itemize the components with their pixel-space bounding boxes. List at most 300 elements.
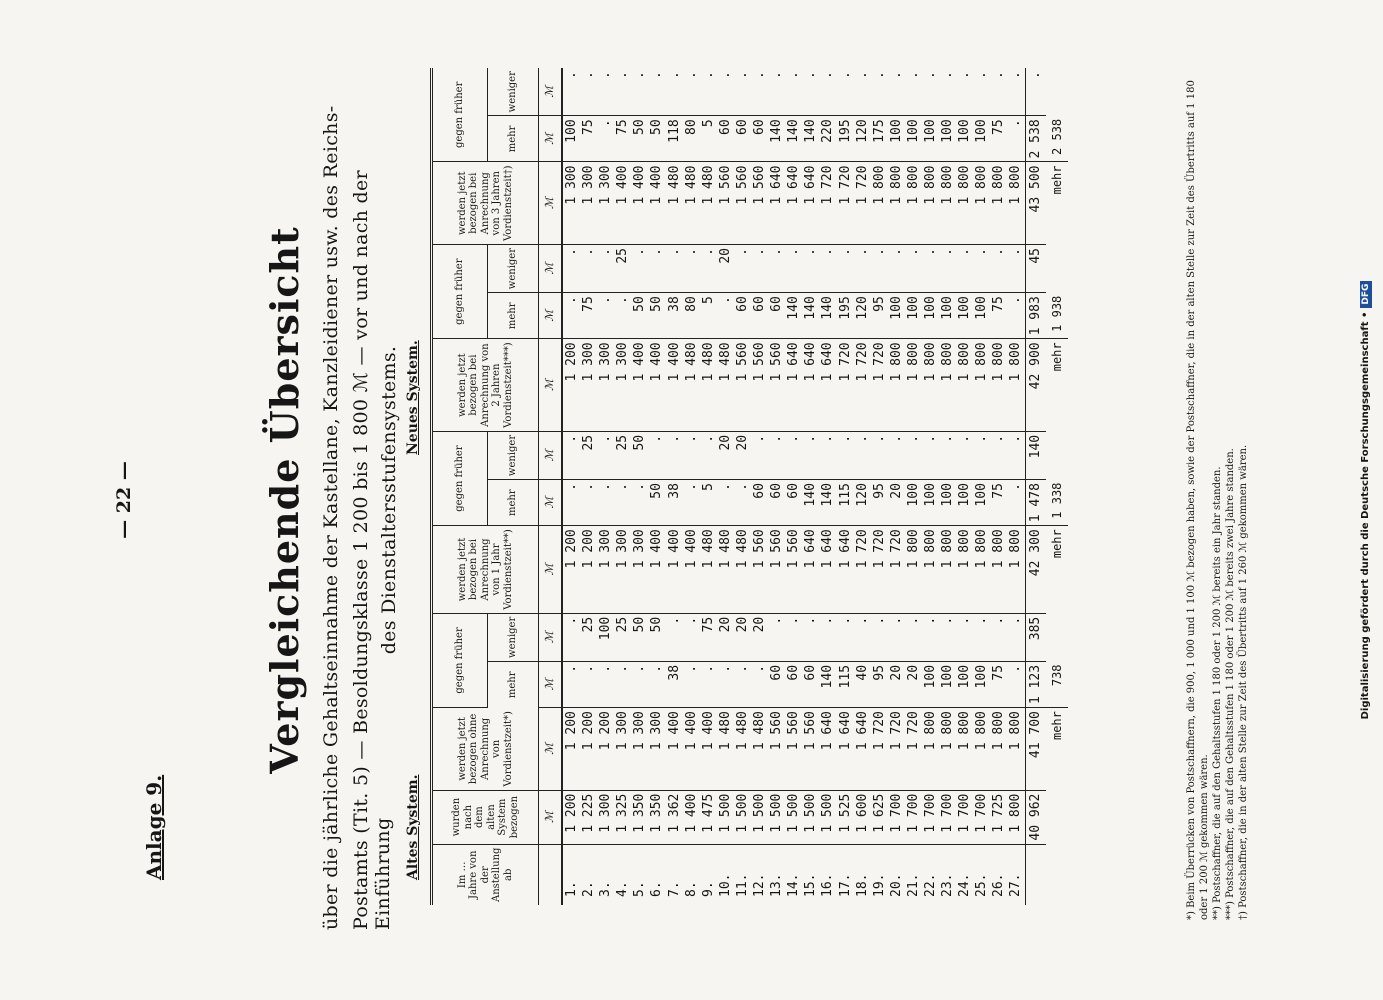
header-group2: werden jetzt bezogen bei Anrechnung von 2 Jahren Vordienstzeit***) (432, 339, 539, 432)
net-empty (1046, 790, 1068, 844)
unit-cell: ℳ (539, 708, 563, 791)
cell-g3-more: 120 (854, 116, 871, 162)
cell-g0-more: . (648, 661, 665, 707)
cell-year: 19. (871, 873, 887, 897)
cell-g3-pay: 1 720 (837, 162, 854, 245)
cell-g1-pay: 1 640 (802, 526, 819, 614)
cell-g1-pay: 1 300 (614, 526, 631, 614)
cell-g1-less: . (888, 431, 905, 479)
total-g2-less: 45 (1025, 245, 1046, 293)
unit-cell: ℳ (539, 661, 563, 707)
cell-g2-more: 100 (956, 293, 973, 339)
cell-g1-more: . (580, 480, 597, 526)
cell-year: 13. (769, 873, 785, 897)
cell-g1-pay: 1 300 (597, 526, 614, 614)
cell-g3-pay: 1 720 (854, 162, 871, 245)
totals-empty (1025, 844, 1046, 905)
cell-g0-pay: 1 200 (597, 708, 614, 791)
cell-year: 14. (786, 873, 802, 897)
header-g0-vs-before: gegen früher (432, 613, 488, 707)
cell-g3-pay: 1 800 (922, 162, 939, 245)
cell-g3-less: . (597, 68, 614, 116)
unit-cell: ℳ (539, 339, 563, 432)
cell-g1-more: 60 (751, 480, 768, 526)
cell-g3-more: 100 (562, 116, 580, 162)
cell-g2-more: 100 (888, 293, 905, 339)
cell-g1-less: . (837, 431, 854, 479)
cell-g1-more: 115 (837, 480, 854, 526)
cell-g0-more: . (614, 661, 631, 707)
cell-g3-less: . (802, 68, 819, 116)
cell-g3-less: . (888, 68, 905, 116)
cell-g0-less: 20 (734, 613, 751, 661)
cell-g2-more: 120 (854, 293, 871, 339)
cell-g3-pay: 1 640 (802, 162, 819, 245)
net-row (1046, 68, 1068, 905)
cell-year: 2. (581, 881, 597, 897)
cell-g1-pay: 1 560 (768, 526, 785, 614)
cell-g0-pay: 1 720 (905, 708, 922, 791)
cell-g0-more: 38 (666, 661, 683, 707)
cell-g2-pay: 1 480 (683, 339, 700, 432)
net-g3-value: 2 538 (1046, 116, 1068, 162)
net-empty (1046, 844, 1068, 905)
cell-g2-less: . (939, 245, 956, 293)
cell-g2-more: . (1007, 293, 1025, 339)
cell-g0-pay: 1 480 (734, 708, 751, 791)
cell-g1-more: 120 (854, 480, 871, 526)
cell-g2-less: . (802, 245, 819, 293)
header-less: weniger (487, 68, 538, 116)
cell-g1-less: . (905, 431, 922, 479)
cell-g3-less: . (768, 68, 785, 116)
cell-g2-less: . (597, 245, 614, 293)
cell-g3-pay: 1 300 (562, 162, 580, 245)
cell-g2-more: 100 (922, 293, 939, 339)
cell-g1-pay: 1 800 (990, 526, 1007, 614)
net-empty (1046, 68, 1068, 116)
cell-g1-more: 140 (819, 480, 836, 526)
cell-g0-less: . (666, 613, 683, 661)
cell-g0-pay: 1 560 (785, 708, 802, 791)
cell-g1-more: . (683, 480, 700, 526)
net-empty (1046, 431, 1068, 479)
cell-g3-pay: 1 480 (666, 162, 683, 245)
cell-g0-pay: 1 800 (922, 708, 939, 791)
cell-g0-less: 20 (751, 613, 768, 661)
cell-g3-more: 100 (888, 116, 905, 162)
cell-g3-more: 60 (717, 116, 734, 162)
cell-g2-less: . (700, 245, 717, 293)
cell-g3-less: . (562, 68, 580, 116)
unit-cell: ℳ (539, 162, 563, 245)
cell-year: 27. (1007, 844, 1025, 905)
cell-old-pay: 1 700 (905, 790, 922, 844)
cell-g2-more: 50 (648, 293, 665, 339)
cell-g3-pay: 1 400 (631, 162, 648, 245)
cell-g2-pay: 1 800 (956, 339, 973, 432)
cell-g3-less: . (854, 68, 871, 116)
cell-g1-more: 95 (871, 480, 888, 526)
cell-g2-pay: 1 800 (905, 339, 922, 432)
cell-g1-less: . (854, 431, 871, 479)
cell-g1-pay: 1 640 (837, 526, 854, 614)
cell-g0-more: 60 (768, 661, 785, 707)
cell-g3-pay: 1 480 (700, 162, 717, 245)
table-body (562, 68, 1025, 905)
cell-g1-pay: 1 800 (973, 526, 990, 614)
cell-g0-pay: 1 720 (871, 708, 888, 791)
cell-g0-pay: 1 300 (631, 708, 648, 791)
cell-old-pay: 1 200 (562, 790, 580, 844)
cell-g2-pay: 1 800 (939, 339, 956, 432)
cell-g0-less: 75 (700, 613, 717, 661)
cell-g3-less: . (1007, 68, 1025, 116)
table-row (939, 68, 956, 905)
cell-g3-more: 118 (666, 116, 683, 162)
cell-g3-more: 140 (768, 116, 785, 162)
cell-old-pay: 1 475 (700, 790, 717, 844)
cell-g0-pay: 1 400 (700, 708, 717, 791)
cell-g3-more: . (597, 116, 614, 162)
cell-g2-more: . (562, 293, 580, 339)
unit-cell: ℳ (539, 68, 563, 116)
cell-g0-pay: 1 300 (648, 708, 665, 791)
cell-g0-pay: 1 800 (990, 708, 1007, 791)
cell-g0-more: 100 (973, 661, 990, 707)
cell-g1-more: . (1007, 480, 1025, 526)
unit-cell: ℳ (539, 116, 563, 162)
cell-old-pay: 1 300 (597, 790, 614, 844)
cell-year: 20. (888, 873, 904, 897)
cell-g2-pay: 1 560 (751, 339, 768, 432)
cell-g2-less: . (631, 245, 648, 293)
cell-old-pay: 1 400 (683, 790, 700, 844)
cell-old-pay: 1 700 (973, 790, 990, 844)
cell-g1-pay: 1 400 (666, 526, 683, 614)
cell-g2-less: . (1007, 245, 1025, 293)
cell-g3-more: 100 (939, 116, 956, 162)
cell-g3-pay: 1 800 (956, 162, 973, 245)
net-g2-label: mehr (1049, 342, 1064, 372)
cell-g0-pay: 1 640 (854, 708, 871, 791)
table-row (597, 68, 614, 905)
cell-g1-less: 20 (717, 431, 734, 479)
cell-g1-more: 20 (888, 480, 905, 526)
header-more: mehr (487, 480, 538, 526)
cell-g1-more: 100 (939, 480, 956, 526)
cell-g3-pay: 1 800 (939, 162, 956, 245)
dfg-logo: DFG (1360, 281, 1372, 308)
cell-g3-pay: 1 640 (768, 162, 785, 245)
cell-g1-more: 38 (666, 480, 683, 526)
cell-g2-pay: 1 640 (819, 339, 836, 432)
unit-cell: ℳ (539, 431, 563, 479)
cell-g2-less: . (888, 245, 905, 293)
cell-g0-pay: 1 480 (717, 708, 734, 791)
cell-g1-more: . (631, 480, 648, 526)
cell-g3-more: 50 (648, 116, 665, 162)
cell-g0-more: 20 (905, 661, 922, 707)
unit-cell: ℳ (539, 790, 563, 844)
table-row (734, 68, 751, 905)
cell-g3-pay: 1 720 (819, 162, 836, 245)
cell-g1-less: 50 (631, 431, 648, 479)
cell-g3-less: . (717, 68, 734, 116)
cell-g2-more: 140 (819, 293, 836, 339)
credit-text: Digitalisierung gefördert durch die Deutsche Forschungsgemeinschaft • (1360, 311, 1371, 720)
header-less: weniger (487, 431, 538, 479)
cell-g0-more: . (751, 661, 768, 707)
cell-g2-less: . (854, 245, 871, 293)
cell-old-pay: 1 700 (888, 790, 905, 844)
header-g1-vs-before: gegen früher (432, 431, 488, 525)
cell-g1-pay: 1 400 (648, 526, 665, 614)
cell-g1-more: 100 (973, 480, 990, 526)
cell-g0-more: . (683, 661, 700, 707)
cell-g2-pay: 1 800 (973, 339, 990, 432)
cell-g1-more: 5 (700, 480, 717, 526)
cell-g1-less: . (922, 431, 939, 479)
cell-g3-more: 75 (580, 116, 597, 162)
cell-g0-less: . (802, 613, 819, 661)
cell-year: 26. (991, 873, 1007, 897)
cell-g1-more: 100 (956, 480, 973, 526)
cell-g2-less: 20 (717, 245, 734, 293)
cell-g1-more: 100 (905, 480, 922, 526)
cell-g0-pay: 1 640 (819, 708, 836, 791)
cell-g2-pay: 1 400 (648, 339, 665, 432)
cell-old-pay: 1 500 (802, 790, 819, 844)
cell-g1-pay: 1 800 (922, 526, 939, 614)
net-g2-value: 1 938 (1046, 293, 1068, 339)
cell-g3-less: . (700, 68, 717, 116)
cell-old-pay: 1 500 (734, 790, 751, 844)
cell-g2-less: . (785, 245, 802, 293)
cell-g2-pay: 1 300 (580, 339, 597, 432)
cell-g3-less: . (614, 68, 631, 116)
cell-g3-less: . (990, 68, 1007, 116)
cell-g3-less: . (785, 68, 802, 116)
cell-old-pay: 1 500 (751, 790, 768, 844)
cell-g1-pay: 1 800 (1007, 526, 1025, 614)
cell-g1-less: . (956, 431, 973, 479)
cell-g1-more: . (717, 480, 734, 526)
table-row (990, 68, 1007, 905)
cell-g2-more: 80 (683, 293, 700, 339)
table-row (751, 68, 768, 905)
cell-old-pay: 1 600 (854, 790, 871, 844)
cell-g2-pay: 1 800 (1007, 339, 1025, 432)
cell-year: 11. (734, 873, 750, 897)
total-g0-more: 1 123 (1025, 661, 1046, 707)
cell-g3-less: . (580, 68, 597, 116)
total-old: 40 962 (1025, 790, 1046, 844)
salary-comparison-table (430, 68, 1068, 905)
header-g3-vs-before: gegen früher (432, 68, 488, 162)
unit-cell: ℳ (539, 613, 563, 661)
cell-old-pay: 1 225 (580, 790, 597, 844)
cell-g0-less: . (837, 613, 854, 661)
cell-g3-more: 50 (631, 116, 648, 162)
cell-g0-more: . (631, 661, 648, 707)
cell-old-pay: 1 500 (717, 790, 734, 844)
cell-year: 23. (940, 873, 956, 897)
cell-g0-less: 50 (648, 613, 665, 661)
cell-g0-less: . (888, 613, 905, 661)
cell-g1-less: . (802, 431, 819, 479)
cell-old-pay: 1 500 (768, 790, 785, 844)
table-row (717, 68, 734, 905)
cell-g1-less: . (973, 431, 990, 479)
cell-g1-less: . (648, 431, 665, 479)
cell-year: 16. (820, 873, 836, 897)
cell-old-pay: 1 325 (614, 790, 631, 844)
table-row (785, 68, 802, 905)
cell-g2-less: . (990, 245, 1007, 293)
total-g0-less: 385 (1025, 613, 1046, 661)
header-less: weniger (487, 245, 538, 293)
cell-g3-less: . (922, 68, 939, 116)
cell-g0-more: 60 (785, 661, 802, 707)
cell-g1-pay: 1 720 (888, 526, 905, 614)
cell-g2-more: 100 (973, 293, 990, 339)
cell-old-pay: 1 350 (631, 790, 648, 844)
header-g2-vs-before: gegen früher (432, 245, 488, 339)
subtitle-line-1: über die jährliche Gehaltseinnahme der Kastellane, Kanzleidiener usw. des Reichs- (320, 105, 342, 930)
cell-g0-more: . (1007, 661, 1025, 707)
header-group3: werden jetzt bezogen bei Anrechnung von 3 Jahren Vordienstzeit†) (432, 162, 539, 245)
cell-year: 12. (752, 873, 768, 897)
table-row (973, 68, 990, 905)
cell-g3-pay: 1 560 (751, 162, 768, 245)
cell-g3-more: 75 (990, 116, 1007, 162)
cell-g0-more: 75 (990, 661, 1007, 707)
cell-g1-less: 25 (580, 431, 597, 479)
cell-g2-less: . (734, 245, 751, 293)
cell-g2-more: . (717, 293, 734, 339)
cell-g3-less: . (973, 68, 990, 116)
cell-g2-more: 95 (871, 293, 888, 339)
cell-g0-less: . (905, 613, 922, 661)
cell-g3-pay: 1 560 (734, 162, 751, 245)
cell-g0-pay: 1 560 (768, 708, 785, 791)
header-less: weniger (487, 613, 538, 661)
cell-g0-pay: 1 800 (956, 708, 973, 791)
cell-g2-more: 60 (768, 293, 785, 339)
table-row (631, 68, 648, 905)
cell-g3-more: 195 (837, 116, 854, 162)
cell-g2-less: . (666, 245, 683, 293)
cell-g3-more: 175 (871, 116, 888, 162)
cell-g1-less: . (871, 431, 888, 479)
cell-g3-pay: 1 400 (648, 162, 665, 245)
cell-g3-more: 140 (802, 116, 819, 162)
cell-g1-less: . (597, 431, 614, 479)
cell-g2-pay: 1 640 (802, 339, 819, 432)
cell-g0-more: . (734, 661, 751, 707)
cell-g3-pay: 1 480 (683, 162, 700, 245)
cell-year: 18. (854, 873, 870, 897)
cell-g0-more: . (717, 661, 734, 707)
cell-g2-less: . (819, 245, 836, 293)
cell-year: 7. (666, 881, 682, 897)
cell-old-pay: 1 700 (956, 790, 973, 844)
cell-g3-more: 75 (614, 116, 631, 162)
cell-old-pay: 1 700 (922, 790, 939, 844)
cell-g3-pay: 1 800 (905, 162, 922, 245)
net-g1-value: 1 338 (1046, 480, 1068, 526)
table-row (768, 68, 785, 905)
cell-g0-more: . (597, 661, 614, 707)
cell-old-pay: 1 725 (990, 790, 1007, 844)
cell-g2-more: 60 (734, 293, 751, 339)
cell-year: 22. (922, 873, 938, 897)
cell-g1-more: 60 (785, 480, 802, 526)
cell-g2-more: 60 (751, 293, 768, 339)
table-row (922, 68, 939, 905)
cell-g1-pay: 1 800 (939, 526, 956, 614)
cell-g2-less: . (922, 245, 939, 293)
cell-g1-less: . (751, 431, 768, 479)
cell-g0-less: . (768, 613, 785, 661)
table-row (1007, 68, 1025, 905)
cell-g3-less: . (905, 68, 922, 116)
cell-g2-less: . (837, 245, 854, 293)
cell-g1-pay: 1 800 (956, 526, 973, 614)
new-system-label: Neues System. (405, 340, 421, 455)
cell-g2-more: 50 (631, 293, 648, 339)
net-g3-label: mehr (1049, 165, 1064, 195)
cell-g0-pay: 1 300 (614, 708, 631, 791)
cell-g3-less: . (648, 68, 665, 116)
cell-g2-less: . (905, 245, 922, 293)
cell-year: 15. (803, 873, 819, 897)
cell-g3-more: 100 (956, 116, 973, 162)
cell-g2-more: 140 (785, 293, 802, 339)
cell-old-pay: 1 700 (939, 790, 956, 844)
cell-g0-pay: 1 200 (562, 708, 580, 791)
cell-g2-pay: 1 300 (597, 339, 614, 432)
total-g3: 43 500 (1025, 162, 1046, 245)
table-row (837, 68, 854, 905)
cell-g3-less: . (956, 68, 973, 116)
table-row (683, 68, 700, 905)
cell-year: 8. (683, 881, 699, 897)
cell-g1-more: 100 (922, 480, 939, 526)
cell-g0-less: . (990, 613, 1007, 661)
cell-g1-less: . (939, 431, 956, 479)
cell-g0-pay: 1 720 (888, 708, 905, 791)
total-g1-less: 140 (1025, 431, 1046, 479)
cell-g0-less: . (939, 613, 956, 661)
subtitle-line-3: des Dienstaltersstufensystems. (378, 345, 400, 655)
cell-g2-more: 38 (666, 293, 683, 339)
cell-g0-pay: 1 400 (666, 708, 683, 791)
cell-g1-pay: 1 480 (734, 526, 751, 614)
cell-g3-pay: 1 560 (717, 162, 734, 245)
unit-cell: ℳ (539, 526, 563, 614)
table-row (614, 68, 631, 905)
cell-g1-more: . (614, 480, 631, 526)
annex-label: Anlage 9. (142, 774, 166, 880)
cell-g1-pay: 1 720 (871, 526, 888, 614)
cell-g2-pay: 1 400 (631, 339, 648, 432)
cell-old-pay: 1 500 (785, 790, 802, 844)
cell-g3-less: . (751, 68, 768, 116)
cell-g3-pay: 1 300 (580, 162, 597, 245)
cell-g3-pay: 1 300 (597, 162, 614, 245)
